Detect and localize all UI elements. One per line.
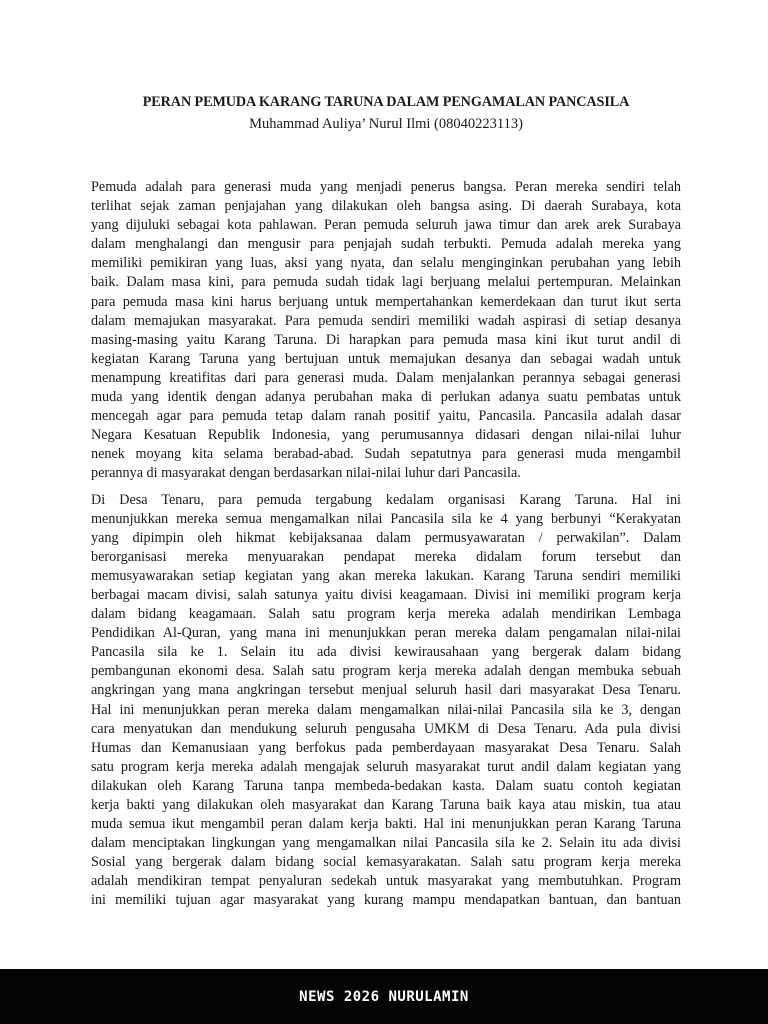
text-line: nenek moyang kita selama berabad-abad. Sudah sepatutnya para generasi muda mengambil xyxy=(91,446,681,463)
text-line: memusyawarakan setiap kegiatan yang akan mereka lakukan. Karang Taruna sendiri memiliki xyxy=(91,567,681,584)
text-line: adalah mendikiran tempat penyaluran sedekah untuk masyarakat yang membutuhkan. Program xyxy=(91,873,681,890)
text-line: yang dijuluki sebagai kota pahlawan. Peran pemuda seluruh jawa timur dan arek arek Surabaya xyxy=(91,217,681,234)
text-line: muda semua ikut mengambil peran dalam kerja bakti. Hal ini menunjukkan peran Karang Taruna xyxy=(91,816,681,833)
text-line: angkringan yang mana angkringan tersebut menjual seluruh hasil dari masyarakat Desa Tenaru. xyxy=(91,682,681,699)
text-line: terlihat sejak zaman penjajahan yang dilakukan oleh bangsa asing. Di daerah Surabaya, kota xyxy=(91,198,681,215)
text-line: Humas dan Kemanusiaan yang berfokus pada pemberdayaan masyarakat Desa Tenaru. Salah xyxy=(91,739,681,756)
text-line: kegiatan Karang Taruna yang bertujuan untuk memajukan desanya dan sebagai wadah untuk xyxy=(91,350,681,367)
text-line: baik. Dalam masa kini, para pemuda sudah tidak lagi berjuang melalui pertempuran. Melainkan xyxy=(91,274,681,291)
text-line: dalam menghalangi dan mengusir para penjajah sudah terbukti. Pemuda adalah mereka yang xyxy=(91,236,681,253)
text-line: yang dipimpin oleh hikmat kebijaksanaa dalam permusyawaratan / perwakilan”. Dalam xyxy=(91,529,681,546)
text-line: Pemuda adalah para generasi muda yang menjadi penerus bangsa. Peran mereka sendiri telah xyxy=(91,179,681,195)
text-line: mencegah agar para pemuda tetap dalam ranah positif yaitu, Pancasila. Pancasila adalah dasar xyxy=(91,408,681,425)
footer-bar xyxy=(0,969,768,1024)
text-line: kerja bakti yang dilakukan oleh masyarakat dan Karang Taruna baik kaya atau miskin, tua atau xyxy=(91,797,681,813)
text-line: dilakukan oleh Karang Taruna tanpa membeda-bedakan kasta. Dalam suatu contoh kegiatan xyxy=(91,777,681,794)
text-line: berorganisasi mereka menyuarakan pendapat mereka didalam forum tersebut dan xyxy=(91,548,681,565)
text-line: memiliki pemikiran yang luas, aksi yang nyata, dan selalu menginginkan perubahan yang lebih xyxy=(91,255,681,272)
text-line: Pendidikan Al-Quran, yang mana ini menunjukkan peran mereka dalam pengamalan nilai-nilai xyxy=(91,625,681,642)
document-body xyxy=(91,178,681,911)
text-line: para pemuda masa kini harus berjuang untuk mempertahankan kemerdekaan dan turut ikut serta xyxy=(91,293,681,310)
paragraph-desa-tenaru xyxy=(91,491,681,911)
text-line: muda yang identik dengan adanya perubahan maka di perlukan adanya suatu pembatas untuk xyxy=(91,389,681,406)
document-content xyxy=(91,92,681,911)
text-line: dalam menciptakan lingkungan yang mengamalkan nilai Pancasila sila ke 2. Selain itu ada divisi xyxy=(91,835,681,852)
text-line: perannya di masyarakat dengan berdasarkan nilai-nilai luhur dari Pancasila. xyxy=(91,465,521,482)
text-line: ini memiliki tujuan agar masyarakat yang kurang mampu mendapatkan bantuan, dan bantuan xyxy=(91,892,681,909)
text-line: cara menyatukan dan mendukung seluruh pengusaha UMKM di Desa Tenaru. Ada pula divisi xyxy=(91,720,681,737)
text-line: satu program kerja mereka adalah mengajak seluruh masyarakat turut andil dalam kegiatan yang xyxy=(91,758,681,775)
text-line: berbagai macam divisi, salah satunya yaitu divisi keagamaan. Divisi ini memiliki program kerja xyxy=(91,586,681,603)
text-line: Sosial yang bergerak dalam bidang social kemasyarakatan. Salah satu program kerja mereka xyxy=(91,854,681,871)
text-line: pembangunan ekonomi desa. Salah satu program kerja mereka adalah dengan membuka sebuah xyxy=(91,663,681,680)
text-line: dalam bidang keagamaan. Salah satu program kerja mereka adalah mendirikan Lembaga xyxy=(91,606,681,623)
footer-text: NEWS 2026 NURULAMIN xyxy=(299,988,469,1005)
text-line: menunjukkan mereka semua mengamalkan nilai Pancasila sila ke 4 yang berbunyi “Kerakyatan xyxy=(91,510,681,527)
document-title: PERAN PEMUDA KARANG TARUNA DALAM PENGAMALAN PANCASILA xyxy=(142,94,630,110)
text-line: Negara Kesatuan Republik Indonesia, yang perumusannya didasari dengan nilai-nilai luhur xyxy=(91,427,681,444)
text-line: masing-masing yaitu Karang Taruna. Di harapkan para pemuda masa kini ikut turut andil di xyxy=(91,331,681,348)
paragraph-intro xyxy=(91,178,681,484)
text-line: Hal ini menunjukkan peran mereka dalam mengamalkan nilai-nilai Pancasila sila ke 3, dengan xyxy=(91,701,681,718)
text-line: menampung kreatifitas dari para generasi muda. Dalam menjalankan perannya sebagai generasi xyxy=(91,369,681,386)
text-line: Di Desa Tenaru, para pemuda tergabung kedalam organisasi Karang Taruna. Hal ini xyxy=(91,491,681,508)
text-line: dalam memajukan masyarakat. Para pemuda sendiri memiliki wadah aspirasi di setiap desanya xyxy=(91,312,681,329)
document-author: Muhammad Auliya’ Nurul Ilmi (08040223113) xyxy=(249,116,523,132)
text-line: Pancasila sila ke 1. Selain itu ada divisi kewirausahaan yang bergerak dalam bidang xyxy=(91,644,681,661)
